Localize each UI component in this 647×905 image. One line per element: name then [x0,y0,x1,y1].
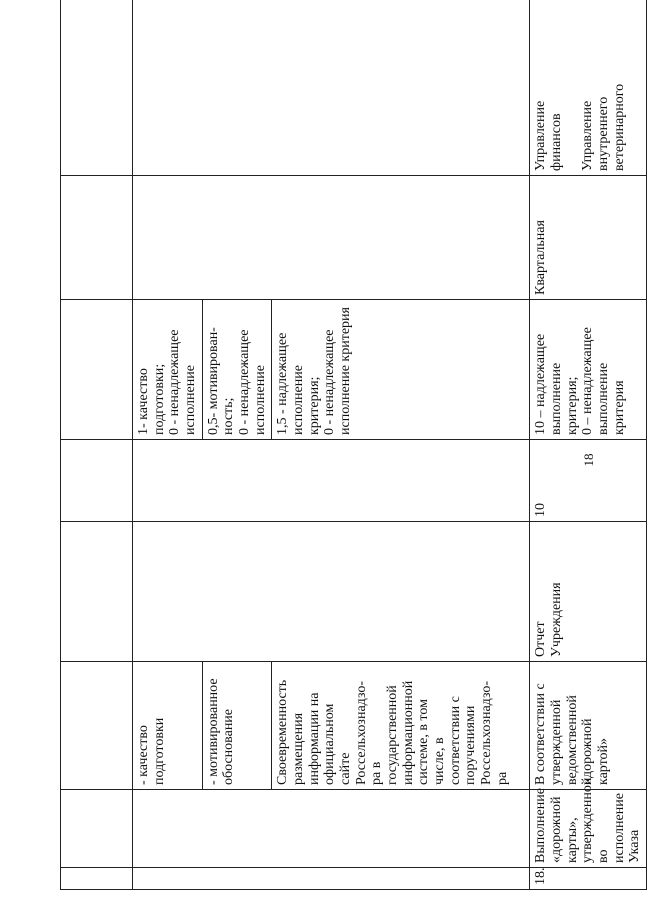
sub3-criterion: Своевременность размещения информации на официальном сайте Россельхознадзо- ра в государственной информационной системе, в том числе, в соответствии с поручениями Россельхознадзо- ра [272,662,530,790]
row17-source-cell [133,522,530,662]
row18-indicator: Выполнение «дорожной карты», утвержденной во исполнение Указа [530,790,647,868]
row18-responsible: Управление финансов Управление внутреннего ветеринарного [530,0,647,176]
row17-responsible-cell [133,0,530,176]
sub2-score-text: 0,5- мотивирован- ность; 0 - ненадлежащее исполнение [202,300,272,440]
top-cell-score-text [61,300,133,440]
row18-source: Отчет Учреждения [530,522,647,662]
row18-num: 18. [530,868,647,890]
rotated-table-wrapper [60,0,643,890]
table-row-sub1 [133,0,203,890]
top-cell-num [61,868,133,890]
top-cell-max-score [61,440,133,522]
sub1-criterion: - качество подготовки [133,662,203,790]
top-cell-source [61,522,133,662]
sub3-score-text: 1,5 - надлежащее исполнение критерия; 0 - ненадлежащее исполнение критерия [272,300,530,440]
row17-max-score-cell [133,440,530,522]
top-cell-period [61,176,133,300]
table-row-top [61,0,133,890]
row18-max-score: 10 [530,440,647,522]
top-cell-indicator [61,790,133,868]
row18-score-text: 10 – надлежащее выполнение критерия; 0 – ненадлежащее выполнение критерия [530,300,647,440]
row17-indicator-cell [133,790,530,868]
sub2-criterion: - мотивированное обоснование [202,662,272,790]
top-cell-responsible [61,0,133,176]
row17-num-cell [133,868,530,890]
page-number: 18 [581,453,596,467]
row18-criterion: В соответствии с утвержденной ведомственной «дорожной картой» [530,662,647,790]
top-cell-criterion [61,662,133,790]
row18-period: Квартальная [530,176,647,300]
criteria-table [60,0,647,890]
row17-period-cell [133,176,530,300]
sub1-score-text: 1- качество подготовки; 0 - ненадлежащее исполнение [133,300,203,440]
